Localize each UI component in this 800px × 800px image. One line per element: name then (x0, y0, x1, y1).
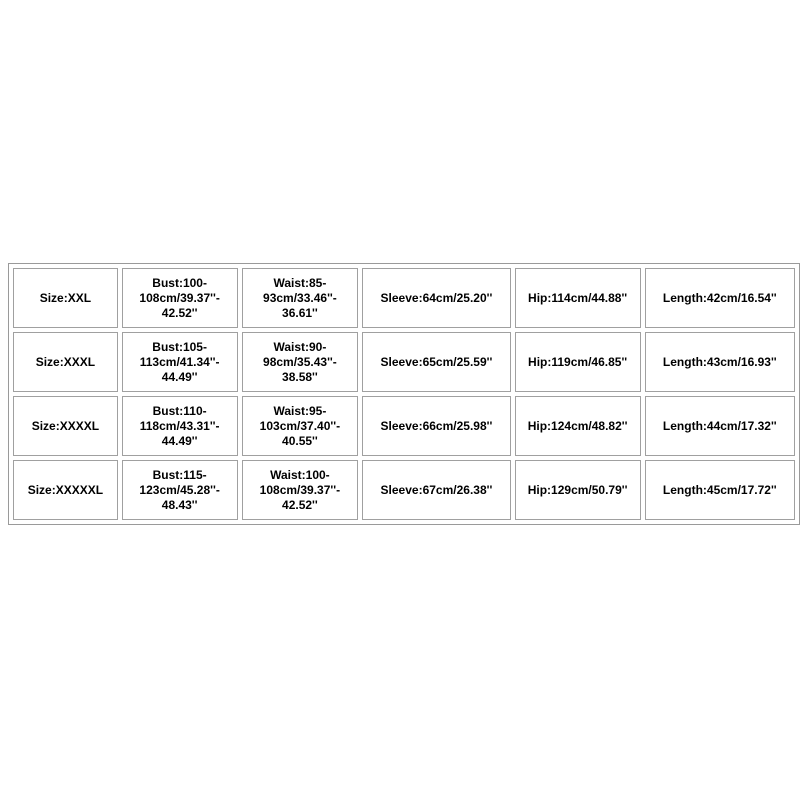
waist-line: Waist:85- (273, 275, 327, 290)
bust-line: 118cm/43.31''- (139, 418, 220, 433)
bust-cell (122, 332, 238, 392)
waist-line: 40.55'' (282, 433, 318, 448)
bust-line: Bust:100- (152, 275, 207, 290)
length-cell: Length:44cm/17.32'' (645, 396, 795, 456)
size-cell: Size:XXL (13, 268, 118, 328)
hip-cell: Hip:119cm/46.85'' (515, 332, 641, 392)
table-row (13, 460, 795, 520)
waist-line: 36.61'' (282, 305, 318, 320)
bust-line: Bust:105- (152, 339, 207, 354)
bust-line: 44.49'' (161, 369, 198, 384)
bust-line: 44.49'' (161, 433, 198, 448)
bust-cell (122, 460, 238, 520)
size-cell: Size:XXXL (13, 332, 118, 392)
waist-line: Waist:95- (273, 403, 327, 418)
bust-cell (122, 396, 238, 456)
bust-line: 42.52'' (161, 305, 198, 320)
waist-line: 103cm/37.40''- (259, 418, 341, 433)
bust-line: Bust:115- (152, 467, 207, 482)
size-chart-table (8, 263, 800, 525)
bust-line: 113cm/41.34''- (139, 354, 220, 369)
bust-line: 48.43'' (161, 497, 198, 512)
length-cell: Length:43cm/16.93'' (645, 332, 795, 392)
sleeve-cell: Sleeve:64cm/25.20'' (362, 268, 510, 328)
waist-cell (242, 332, 359, 392)
bust-line: 108cm/39.37''- (139, 290, 220, 305)
waist-cell (242, 460, 359, 520)
length-cell: Length:42cm/16.54'' (645, 268, 795, 328)
table-row (13, 396, 795, 456)
hip-cell: Hip:114cm/44.88'' (515, 268, 641, 328)
size-cell: Size:XXXXL (13, 396, 118, 456)
hip-cell: Hip:129cm/50.79'' (515, 460, 641, 520)
sleeve-cell: Sleeve:65cm/25.59'' (362, 332, 510, 392)
waist-line: 42.52'' (282, 497, 318, 512)
sleeve-cell: Sleeve:67cm/26.38'' (362, 460, 510, 520)
bust-cell (122, 268, 238, 328)
waist-cell (242, 396, 359, 456)
size-cell: Size:XXXXXL (13, 460, 118, 520)
waist-line: 108cm/39.37''- (259, 482, 341, 497)
waist-line: 38.58'' (282, 369, 318, 384)
bust-line: Bust:110- (152, 403, 207, 418)
waist-line: 93cm/33.46''- (263, 290, 337, 305)
waist-line: Waist:90- (273, 339, 327, 354)
waist-line: 98cm/35.43''- (263, 354, 337, 369)
waist-line: Waist:100- (270, 467, 330, 482)
table-row (13, 268, 795, 328)
bust-line: 123cm/45.28''- (139, 482, 220, 497)
table-row (13, 332, 795, 392)
hip-cell: Hip:124cm/48.82'' (515, 396, 641, 456)
waist-cell (242, 268, 359, 328)
sleeve-cell: Sleeve:66cm/25.98'' (362, 396, 510, 456)
length-cell: Length:45cm/17.72'' (645, 460, 795, 520)
